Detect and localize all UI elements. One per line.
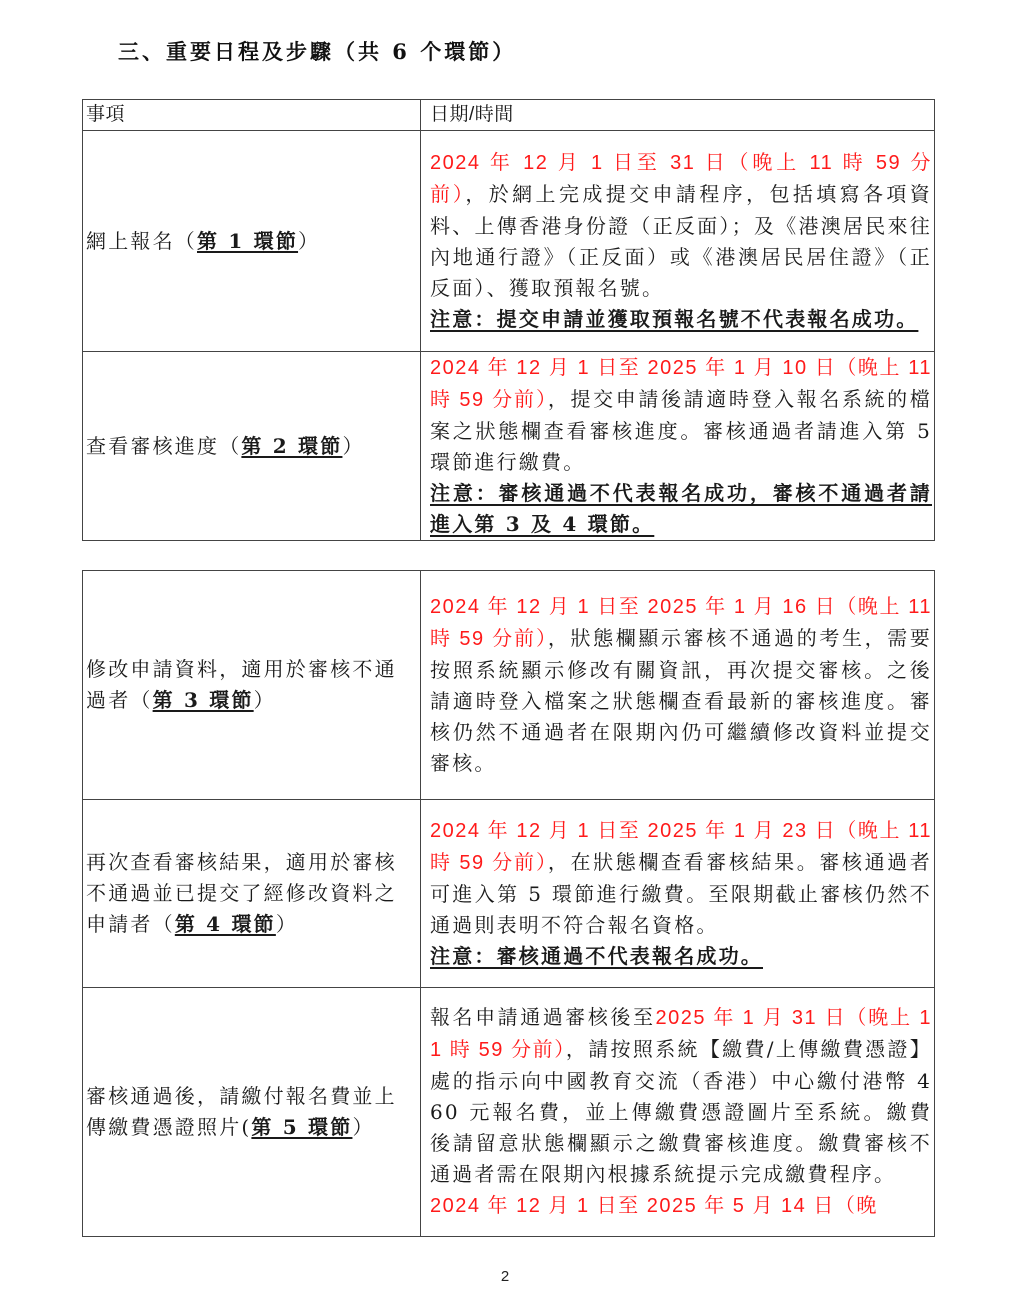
item-text: 修改申請資料，適用於審核不通過者（ bbox=[86, 657, 397, 712]
deadline-text-2: 2024 年 12 月 1 日至 2025 年 5 月 14 日（晚 bbox=[430, 1195, 878, 1217]
item-close: ） bbox=[352, 1115, 375, 1139]
section-title: 三、重要日程及步驟（共 6 个環節） bbox=[118, 39, 517, 64]
item-text: 審核通過後，請繳付報名費並上傳繳費憑證照片( bbox=[86, 1084, 397, 1139]
note-text: 注意：審核通過不代表報名成功，審核不通過者請進入第 3 及 4 環節。 bbox=[430, 481, 932, 536]
item-cell bbox=[83, 131, 421, 352]
deadline-text: 2024 年 12 月 1 日至 2025 年 1 月 10 日（晚上 11 時 59 分前） bbox=[430, 357, 932, 411]
item-cell bbox=[83, 571, 421, 800]
item-close: ） bbox=[275, 912, 299, 936]
deadline-text: 2025 年 1 月 31 日（晚上 11 時 59 分前） bbox=[430, 1007, 933, 1061]
table-row-stage-1 bbox=[83, 131, 935, 352]
description-text: ，於網上完成提交申請程序，包括填寫各項資料、上傳香港身份證（正反面）；及《港澳居民來往內地通行證》（正反面）或《港澳居民居住證》（正反面）、獲取預報名號。 bbox=[430, 182, 933, 300]
stage-label: 第 3 環節 bbox=[152, 688, 254, 712]
item-cell bbox=[83, 352, 421, 541]
date-cell bbox=[421, 131, 935, 352]
stage-label: 第 4 環節 bbox=[174, 912, 276, 936]
table-row-stage-5 bbox=[83, 988, 935, 1237]
description-text: ，狀態欄顯示審核不通過的考生，需要按照系統顯示修改有關資訊，再次提交審核。之後請適時登入檔案之狀態欄查看最新的審核進度。審核仍然不通過者在限期內仍可繼續修改資料並提交審核。 bbox=[430, 626, 933, 775]
description-text: ，在狀態欄查看審核結果。審核通過者可進入第 5 環節進行繳費。至限期截止審核仍然不通過則表明不符合報名資格。 bbox=[430, 850, 933, 937]
item-text: 網上報名（ bbox=[86, 228, 197, 253]
date-cell bbox=[421, 800, 935, 988]
item-close: ） bbox=[253, 688, 276, 712]
description-prefix: 報名申請通過審核後至 bbox=[430, 1005, 656, 1029]
item-close: ） bbox=[298, 228, 321, 253]
stage-label: 第 2 環節 bbox=[241, 433, 343, 458]
table-row-stage-2 bbox=[83, 352, 935, 541]
note-text: 注意：提交申請並獲取預報名號不代表報名成功。 bbox=[430, 307, 919, 331]
page-number: 2 bbox=[500, 1268, 510, 1285]
table-row-stage-3 bbox=[83, 571, 935, 800]
date-cell bbox=[421, 352, 935, 541]
stage-label: 第 1 環節 bbox=[197, 228, 299, 253]
note-text: 注意：審核通過不代表報名成功。 bbox=[430, 944, 763, 968]
schedule-table-2 bbox=[82, 570, 935, 1237]
item-cell bbox=[83, 988, 421, 1237]
item-close: ） bbox=[342, 433, 365, 458]
description-text: ，請按照系統【繳費/上傳繳費憑證】處的指示向中國教育交流（香港）中心繳付港幣 460 元報名費，並上傳繳費憑證圖片至系統。繳費後請留意狀態欄顯示之繳費審核進度。繳費審核不通過者需在限期內根據系統提示完成繳費程序。 bbox=[430, 1037, 933, 1186]
date-cell bbox=[421, 571, 935, 800]
schedule-table-1 bbox=[82, 99, 935, 541]
date-cell bbox=[421, 988, 935, 1237]
deadline-text: 2024 年 12 月 1 日至 31 日（晚上 11 時 59 分前） bbox=[430, 152, 932, 206]
stage-label: 第 5 環節 bbox=[251, 1115, 353, 1139]
header-date: 日期/時間 bbox=[421, 100, 935, 131]
table-row-stage-4 bbox=[83, 800, 935, 988]
table-header-row bbox=[83, 100, 935, 131]
header-item: 事項 bbox=[83, 100, 421, 131]
item-text: 再次查看審核結果，適用於審核不通過並已提交了經修改資料之申請者（ bbox=[86, 850, 397, 936]
item-text: 查看審核進度（ bbox=[86, 433, 242, 458]
deadline-text: 2024 年 12 月 1 日至 2025 年 1 月 23 日（晚上 11 時 59 分前） bbox=[430, 820, 932, 874]
item-cell bbox=[83, 800, 421, 988]
description-text: ，提交申請後請適時登入報名系統的檔案之狀態欄查看審核進度。審核通過者請進入第 5 環節進行繳費。 bbox=[430, 387, 933, 474]
deadline-text: 2024 年 12 月 1 日至 2025 年 1 月 16 日（晚上 11 時 59 分前） bbox=[430, 596, 932, 650]
